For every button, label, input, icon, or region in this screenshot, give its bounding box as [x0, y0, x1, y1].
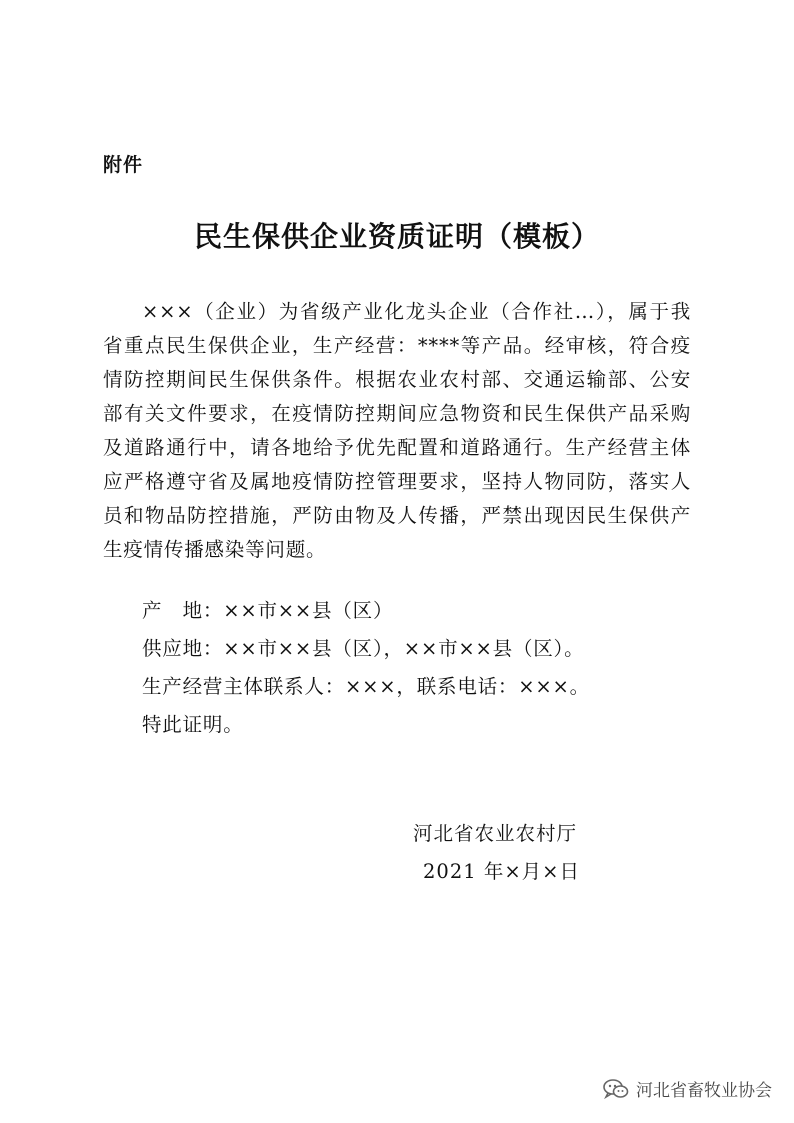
- wechat-icon: [602, 1078, 630, 1100]
- document-title: 民生保供企业资质证明（模板）: [193, 220, 600, 253]
- attachment-label: 附件: [103, 154, 144, 176]
- closing-line: 特此证明。: [142, 713, 244, 736]
- contact-line: 生产经营主体联系人：×××，联系电话：×××。: [142, 675, 590, 698]
- watermark: [602, 1076, 772, 1101]
- signature-date: 2021 年×月×日: [423, 860, 581, 883]
- watermark-text: 河北省畜牧业协会: [636, 1081, 772, 1101]
- signature-org: 河北省农业农村厅: [413, 822, 578, 845]
- body-paragraph: ×××（企业）为省级产业化龙头企业（合作社…），属于我省重点民生保供企业，生产经营：****等产品。经审核，符合疫情防控期间民生保供条件。根据农业农村部、交通运输部、公安部有关文件要求，在疫情防控期间应急物资和民生保供产品采购及道路通行中，请各地给予优先配置和道路通行。生产经营主体应严格遵守省及属地疫情防控管理要求，坚持人物同防，落实人员和物品防控措施，严防由物及人传播，严禁出现因民生保供产生疫情传播感染等问题。: [103, 300, 691, 561]
- origin-line: 产 地：××市××县（区）: [142, 599, 394, 622]
- supply-line: 供应地：××市××县（区），××市××县（区）。: [142, 637, 585, 660]
